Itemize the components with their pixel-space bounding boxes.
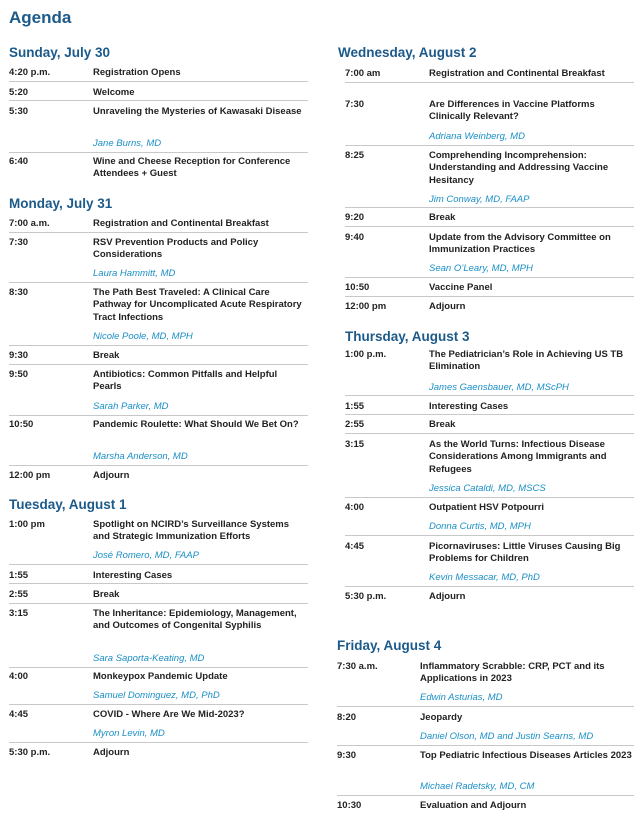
session-speaker: Laura Hammitt, MD [93,268,176,279]
session-divider [345,82,634,83]
session-divider [9,742,308,743]
session-time: 4:00 [9,671,29,682]
day-heading-wednesday: Wednesday, August 2 [338,45,477,60]
session-title: Break [93,589,120,600]
session-time: 9:20 [345,212,365,223]
session-title: Registration and Continental Breakfast [429,68,605,79]
session-divider [9,100,308,101]
session-title: The Inheritance: Epidemiology, Management, and Outcomes of Congenital Syphilis [93,608,297,632]
session-title: Top Pediatric Infectious Diseases Articles 2023 [420,750,632,761]
session-title: Inflammatory Scrabble: CRP, PCT and its Applications in 2023 [420,661,605,685]
session-divider [345,535,634,536]
session-title: Registration and Continental Breakfast [93,218,269,229]
session-divider [345,414,634,415]
session-time: 10:30 [337,800,362,811]
session-divider [9,415,308,416]
session-speaker: Nicole Poole, MD, MPH [93,331,193,342]
session-time: 7:30 [345,99,365,110]
session-time: 10:50 [9,419,34,430]
session-title: Antibiotics: Common Pitfalls and Helpful Pearls [93,369,278,393]
session-divider [337,745,634,746]
session-speaker: Michael Radetsky, MD, CM [420,781,535,792]
session-time: 8:30 [9,287,29,298]
session-title: Break [429,212,456,223]
session-time: 5:30 p.m. [9,747,51,758]
session-time: 1:55 [345,401,365,412]
agenda-title: Agenda [9,8,72,27]
session-title: Break [429,419,456,430]
session-time: 8:20 [337,712,357,723]
session-divider [9,667,308,668]
session-speaker: Adriana Weinberg, MD [429,131,525,142]
session-divider [9,364,308,365]
session-time: 7:30 [9,237,29,248]
session-time: 3:15 [9,608,29,619]
session-time: 12:00 pm [345,301,387,312]
session-time: 7:30 a.m. [337,661,378,672]
session-title: Interesting Cases [93,570,173,581]
session-speaker: Sarah Parker, MD [93,401,169,412]
session-title: Registration Opens [93,67,181,78]
session-divider [9,583,308,584]
session-title: Welcome [93,87,135,98]
session-title: Comprehending Incomprehension: Understanding and Addressing Vaccine Hesitancy [429,150,609,186]
session-title: Picornaviruses: Little Viruses Causing Big Problems for Children [429,541,621,565]
session-title: RSV Prevention Products and Policy Considerations [93,237,259,261]
session-divider [345,145,634,146]
session-divider [9,282,308,283]
session-title: Jeopardy [420,712,463,723]
session-time: 9:30 [337,750,357,761]
session-divider [345,433,634,434]
session-title: The Path Best Traveled: A Clinical Care Pathway for Uncomplicated Acute Respiratory Tract Infections [93,287,302,323]
day-heading-thursday: Thursday, August 3 [345,329,470,344]
session-time: 10:50 [345,282,370,293]
session-title: Outpatient HSV Potpourri [429,502,545,513]
session-title: Break [93,350,120,361]
session-divider [337,795,634,796]
session-title: Wine and Cheese Reception for Conference Attendees + Guest [93,156,291,180]
session-time: 7:00 a.m. [9,218,50,229]
session-divider [9,152,308,153]
session-title: Adjourn [429,591,466,602]
session-speaker: Daniel Olson, MD and Justin Searns, MD [420,731,594,742]
session-title: Interesting Cases [429,401,509,412]
session-time: 1:00 p.m. [345,349,387,360]
session-title: Evaluation and Adjourn [420,800,527,811]
session-time: 4:20 p.m. [9,67,51,78]
session-title: Adjourn [93,470,130,481]
session-time: 5:30 p.m. [345,591,387,602]
session-divider [345,226,634,227]
session-divider [345,497,634,498]
session-time: 4:00 [345,502,365,513]
session-time: 3:15 [345,439,365,450]
session-time: 1:55 [9,570,29,581]
session-speaker: Myron Levin, MD [93,728,165,739]
session-title: Are Differences in Vaccine Platforms Clinically Relevant? [429,99,595,123]
session-time: 12:00 pm [9,470,51,481]
session-title: Update from the Advisory Committee on Immunization Practices [429,232,611,256]
session-title: Spotlight on NCIRD’s Surveillance Systems and Strategic Immunization Efforts [93,519,290,543]
session-speaker: Marsha Anderson, MD [93,451,188,462]
session-time: 6:40 [9,156,29,167]
session-speaker: Sara Saporta-Keating, MD [93,653,205,664]
session-divider [345,296,634,297]
session-speaker: Sean O’Leary, MD, MPH [429,263,533,274]
session-speaker: Jessica Cataldi, MD, MSCS [429,483,546,494]
session-speaker: José Romero, MD, FAAP [93,550,199,561]
session-divider [337,706,634,707]
session-time: 2:55 [9,589,29,600]
session-speaker: Jim Conway, MD, FAAP [429,194,530,205]
session-time: 2:55 [345,419,365,430]
session-divider [9,81,308,82]
session-time: 5:20 [9,87,29,98]
session-time: 8:25 [345,150,365,161]
session-time: 4:45 [345,541,365,552]
session-speaker: Jane Burns, MD [93,138,162,149]
session-title: Monkeypox Pandemic Update [93,671,228,682]
day-heading-sunday: Sunday, July 30 [9,45,111,60]
day-heading-tuesday: Tuesday, August 1 [9,497,127,512]
session-speaker: Samuel Dominguez, MD, PhD [93,690,220,701]
session-divider [9,345,308,346]
session-title: COVID - Where Are We Mid-2023? [93,709,245,720]
session-speaker: Kevin Messacar, MD, PhD [429,572,540,583]
session-time: 9:30 [9,350,29,361]
day-heading-friday: Friday, August 4 [337,638,442,653]
session-divider [345,207,634,208]
session-divider [9,564,308,565]
day-heading-monday: Monday, July 31 [9,196,113,211]
session-time: 9:40 [345,232,365,243]
session-speaker: James Gaensbauer, MD, MScPH [429,382,569,393]
session-divider [9,465,308,466]
session-time: 4:45 [9,709,29,720]
session-title: Pandemic Roulette: What Should We Bet On? [93,419,299,430]
session-time: 5:30 [9,106,29,117]
session-title: As the World Turns: Infectious Disease Considerations Among Immigrants and Refugees [429,439,607,475]
session-divider [9,704,308,705]
session-title: Unraveling the Mysteries of Kawasaki Disease [93,106,302,117]
session-divider [345,586,634,587]
session-divider [9,232,308,233]
session-time: 1:00 pm [9,519,45,530]
session-divider [345,277,634,278]
session-time: 7:00 am [345,68,381,79]
session-time: 9:50 [9,369,29,380]
session-speaker: Edwin Asturias, MD [420,692,503,703]
session-title: Adjourn [93,747,130,758]
session-title: Adjourn [429,301,466,312]
session-divider [9,603,308,604]
session-speaker: Donna Curtis, MD, MPH [429,521,531,532]
session-title: Vaccine Panel [429,282,493,293]
session-title: The Pediatrician’s Role in Achieving US TB Elimination [429,349,624,373]
session-divider [345,395,634,396]
